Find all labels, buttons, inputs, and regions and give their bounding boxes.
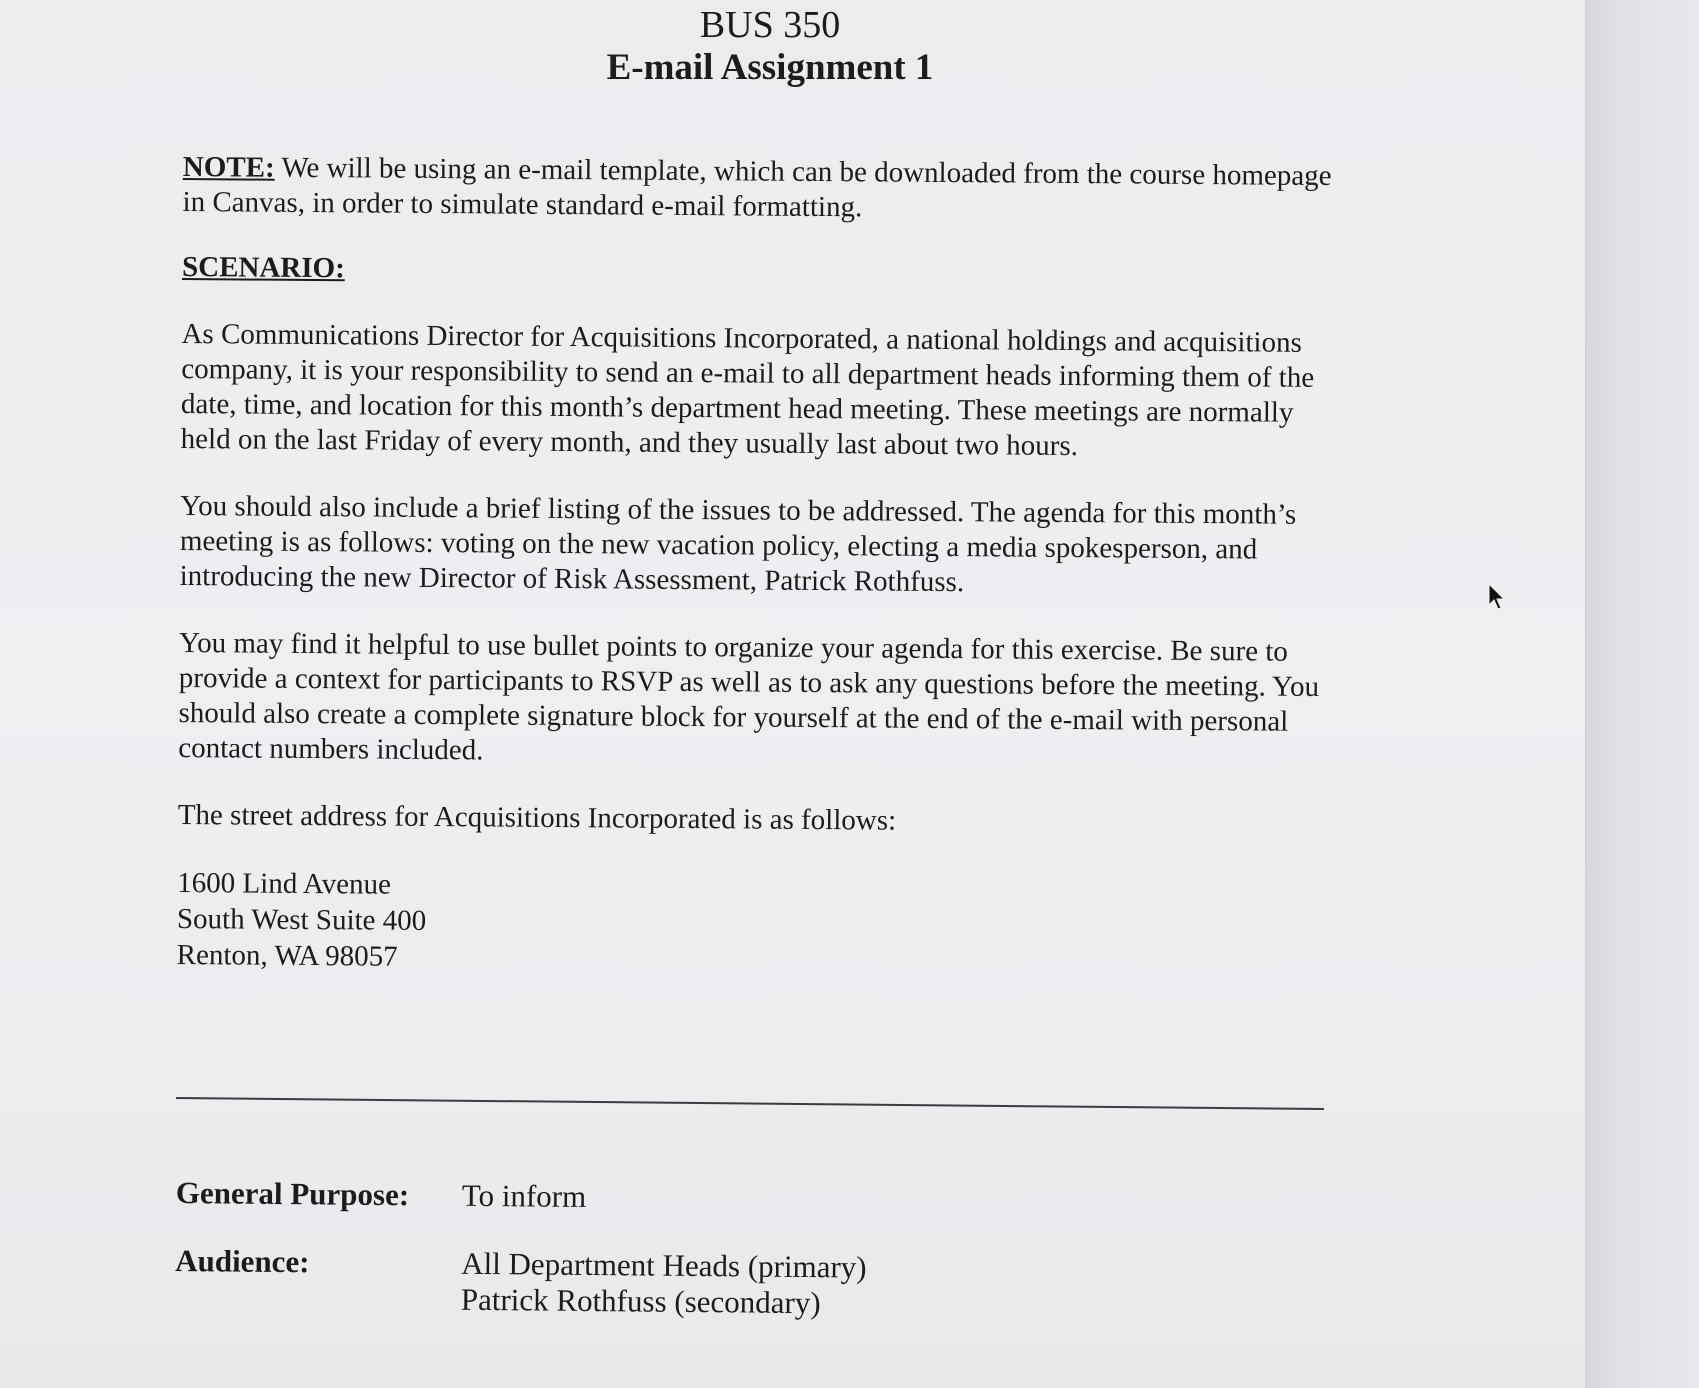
general-purpose-row — [176, 1175, 1076, 1220]
general-purpose-text: To inform — [461, 1177, 587, 1214]
scenario-paragraph-2: You should also include a brief listing of the issues to be addressed. The agenda for this month’s meeting is as follows: voting on the new vacation policy, electing a media spokesperson, and introducing the new Director of Risk Assessment, Patrick Rothfuss. — [179, 489, 1297, 599]
general-purpose-value — [462, 1178, 587, 1215]
note-text: We will be using an e-mail template, which can be downloaded from the course homepage in Canvas, in order to simulate standard e-mail formatting. — [182, 151, 1332, 224]
audience-values — [461, 1246, 867, 1322]
course-title: BUS 350 — [699, 4, 841, 46]
note-label: NOTE: — [182, 150, 275, 184]
assignment-body — [177, 150, 1333, 982]
mouse-pointer-icon — [1488, 583, 1506, 611]
audience-secondary: Patrick Rothfuss (secondary) — [460, 1281, 821, 1321]
audience-primary: All Department Heads (primary) — [460, 1245, 867, 1285]
assignment-title: E-mail Assignment 1 — [606, 47, 934, 88]
scenario-heading: SCENARIO: — [181, 250, 345, 285]
general-purpose-label: General Purpose: — [175, 1175, 410, 1213]
audience-label: Audience: — [175, 1242, 310, 1280]
address-intro: The street address for Acquisitions Incorporated is as follows: — [177, 798, 897, 837]
assignment-details — [174, 1175, 1076, 1356]
address-line-2: South West Suite 400 — [176, 902, 427, 937]
address-line-1: 1600 Lind Avenue — [177, 866, 392, 901]
scenario-paragraph-1: As Communications Director for Acquisitions Incorporated, a national holdings and acquisitions company, it is your responsibility to send an e-mail to all department heads informing them of the date, time, and location for this month’s department head meeting. These meetings are normally held on the last Friday of every month, and they usually last about two hours. — [180, 317, 1315, 463]
street-address — [177, 865, 1328, 982]
scenario-paragraph-3: You may find it helpful to use bullet points to organize your agenda for this exercise. Be sure to provide a context for participants to RSVP as well as to ask any questions before the meeting. You should also create a complete signature block for yourself at the end of the e-mail with personal contact numbers included. — [178, 626, 1320, 767]
note-paragraph — [182, 150, 1333, 229]
page-edge-background — [1585, 0, 1699, 1388]
address-line-3: Renton, WA 98057 — [176, 938, 398, 973]
audience-row — [175, 1243, 1076, 1324]
